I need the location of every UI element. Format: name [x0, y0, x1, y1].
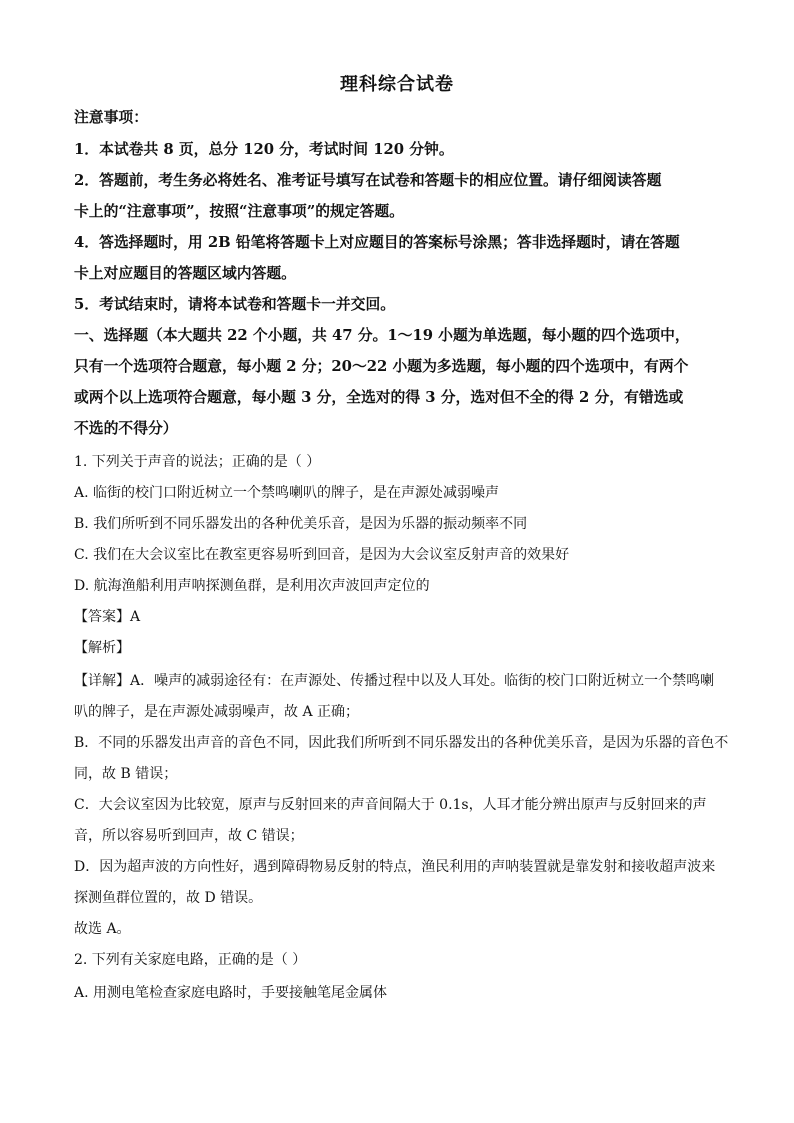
detail-line: B．不同的乐器发出声音的音色不同，因此我们所听到不同乐器发出的各种优美乐音，是因为乐器的音色不	[74, 735, 729, 751]
detail-line: 音，所以容易听到回声，故 C 错误；	[74, 828, 304, 844]
answer-line: 【答案】A	[74, 609, 141, 625]
detail-line: 叭的牌子，是在声源处减弱噪声，故 A 正确；	[74, 704, 360, 720]
page-title: 理科综合试卷	[340, 74, 454, 95]
question-1-option-a: A. 临街的校门口附近树立一个禁鸣喇叭的牌子，是在声源处减弱噪声	[74, 485, 500, 501]
notice-item: 5．考试结束时，请将本试卷和答题卡一并交回。	[74, 296, 396, 313]
section-instructions: 或两个以上选项符合题意，每小题 3 分，全选对的得 3 分，选对但不全的得 2 分，有错选或	[74, 389, 684, 406]
question-1-option-c: C. 我们在大会议室比在教室更容易听到回音，是因为大会议室反射声音的效果好	[74, 547, 570, 563]
notice-heading: 注意事项：	[74, 109, 148, 126]
section-instructions: 只有一个选项符合题意，每小题 2 分；20～22 小题为多选题，每小题的四个选项中，有两个	[74, 358, 689, 375]
question-1-option-d: D. 航海渔船利用声呐探测鱼群，是利用次声波回声定位的	[74, 578, 430, 594]
notice-item: 卡上的“注意事项”，按照“注意事项”的规定答题。	[74, 203, 404, 220]
detail-line: 【详解】A．噪声的减弱途径有：在声源处、传播过程中以及人耳处。临街的校门口附近树立一个禁鸣喇	[74, 673, 715, 689]
section-instructions: 不选的不得分）	[74, 420, 178, 437]
detail-line: D．因为超声波的方向性好，遇到障碍物易反射的特点，渔民利用的声呐装置就是靠发射和接收超声波来	[74, 859, 716, 875]
question-1-option-b: B. 我们所听到不同乐器发出的各种优美乐音，是因为乐器的振动频率不同	[74, 516, 528, 532]
question-1-stem: 1. 下列关于声音的说法；正确的是（ ）	[74, 454, 321, 470]
detail-line: 同，故 B 错误；	[74, 766, 178, 782]
detail-line: C．大会议室因为比较宽，原声与反射回来的声音间隔大于 0.1s，人耳才能分辨出原声与反射回来的声	[74, 797, 707, 813]
notice-item: 1．本试卷共 8 页，总分 120 分，考试时间 120 分钟。	[74, 141, 454, 158]
notice-item: 卡上对应题目的答题区域内答题。	[74, 265, 296, 282]
section-instructions: 一、选择题（本大题共 22 个小题，共 47 分。1～19 小题为单选题，每小题的四个选项中，	[74, 327, 690, 344]
question-2-stem: 2. 下列有关家庭电路，正确的是（ ）	[74, 952, 307, 968]
analysis-line: 【解析】	[74, 640, 130, 656]
notice-item: 4．答选择题时，用 2B 铅笔将答题卡上对应题目的答案标号涂黑；答非选择题时，请在答题	[74, 234, 680, 251]
detail-line: 故选 A。	[74, 921, 131, 937]
notice-item: 2．答题前，考生务必将姓名、准考证号填写在试卷和答题卡的相应位置。请仔细阅读答题	[74, 172, 662, 189]
detail-line: 探测鱼群位置的，故 D 错误。	[74, 890, 263, 906]
question-2-option-a: A. 用测电笔检查家庭电路时，手要接触笔尾金属体	[74, 985, 388, 1001]
